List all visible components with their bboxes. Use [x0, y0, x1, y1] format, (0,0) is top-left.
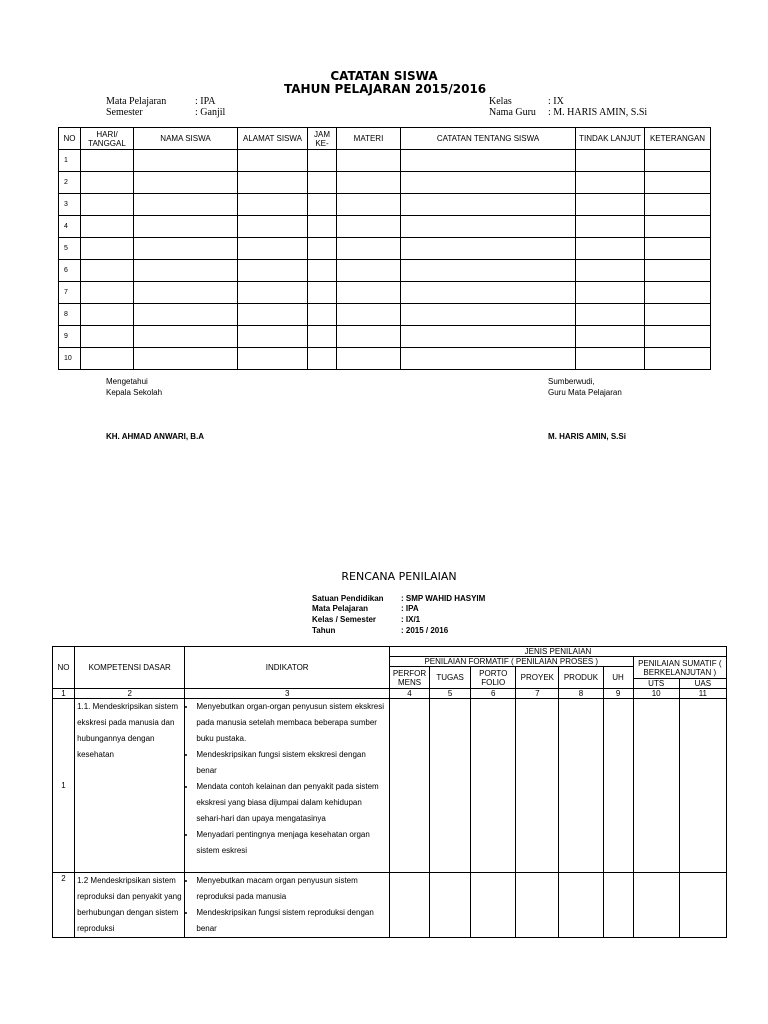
row-number: 3	[59, 194, 81, 216]
table-row	[59, 304, 711, 326]
empty-cell	[81, 216, 134, 238]
table-row	[59, 260, 711, 282]
empty-cell	[389, 699, 429, 873]
empty-cell	[401, 304, 576, 326]
header-no: NO	[59, 128, 81, 150]
empty-cell	[238, 150, 308, 172]
rencana-tahun-value: : 2015 / 2016	[401, 626, 449, 635]
empty-cell	[337, 348, 401, 370]
empty-cell	[337, 194, 401, 216]
empty-cell	[308, 282, 337, 304]
header-alamat-siswa: ALAMAT SISWA	[238, 128, 308, 150]
table-row	[53, 873, 727, 938]
table-row	[59, 238, 711, 260]
row-number: 7	[59, 282, 81, 304]
empty-cell	[308, 216, 337, 238]
empty-cell	[679, 873, 726, 938]
empty-cell	[308, 150, 337, 172]
empty-cell	[471, 873, 516, 938]
row-no: 2	[53, 873, 75, 938]
indikator-item: • Mendeskripsikan fungsi sistem reproduksi dengan benar	[196, 905, 387, 937]
empty-cell	[576, 172, 645, 194]
empty-cell	[645, 172, 711, 194]
header-uh: UH	[603, 667, 633, 689]
header-indikator: INDIKATOR	[185, 647, 390, 689]
empty-cell	[308, 260, 337, 282]
empty-cell	[401, 260, 576, 282]
col-number: 8	[559, 689, 603, 699]
empty-cell	[576, 260, 645, 282]
table-row	[59, 326, 711, 348]
header-uas: UAS	[679, 679, 726, 689]
header-tugas: TUGAS	[430, 667, 471, 689]
col-number: 1	[53, 689, 75, 699]
empty-cell	[337, 216, 401, 238]
empty-cell	[81, 238, 134, 260]
empty-cell	[576, 304, 645, 326]
rencana-mapel-value: : IPA	[401, 604, 419, 613]
col-number: 5	[430, 689, 471, 699]
empty-cell	[337, 260, 401, 282]
empty-cell	[308, 304, 337, 326]
indikator-item: • Mendata contoh kelainan dan penyakit pada sistem ekskresi yang biasa dijumpai dalam kehidupan sehari-hari dan upaya mengatasinya	[196, 779, 387, 827]
table-row	[53, 699, 727, 873]
header-performens: PERFOR MENS	[389, 667, 429, 689]
row-number: 5	[59, 238, 81, 260]
header-row-1	[53, 647, 727, 657]
empty-cell	[516, 699, 559, 873]
table-row	[59, 150, 711, 172]
empty-cell	[81, 348, 134, 370]
satuan-label: Satuan Pendidikan	[312, 594, 384, 603]
indikator-list	[187, 699, 387, 859]
row-number: 2	[59, 172, 81, 194]
empty-cell	[401, 150, 576, 172]
semester-value: : Ganjil	[195, 107, 226, 118]
empty-cell	[337, 172, 401, 194]
empty-cell	[134, 326, 238, 348]
empty-cell	[576, 282, 645, 304]
kelas-value: : IX	[548, 96, 564, 107]
place-label: Sumberwudi,	[548, 377, 595, 386]
empty-cell	[81, 304, 134, 326]
empty-cell	[603, 873, 633, 938]
empty-cell	[81, 172, 134, 194]
empty-cell	[603, 699, 633, 873]
empty-cell	[81, 194, 134, 216]
empty-cell	[337, 282, 401, 304]
empty-cell	[134, 348, 238, 370]
empty-cell	[576, 326, 645, 348]
indikator-item: • Menyebutkan macam organ penyusun sistem reproduksi pada manusia	[196, 873, 387, 905]
indikator-cell	[185, 699, 390, 873]
kepala-sekolah-label: Kepala Sekolah	[106, 388, 163, 397]
table-row	[59, 216, 711, 238]
header-jam-ke: JAM KE-	[308, 128, 337, 150]
header-keterangan: KETERANGAN	[645, 128, 711, 150]
empty-cell	[337, 150, 401, 172]
empty-cell	[645, 348, 711, 370]
kepala-sekolah-name: KH. AHMAD ANWARI, B.A	[106, 432, 205, 441]
col-number: 2	[75, 689, 185, 699]
indikator-cell	[185, 873, 390, 938]
empty-cell	[81, 282, 134, 304]
table-row	[59, 172, 711, 194]
empty-cell	[134, 304, 238, 326]
empty-cell	[238, 304, 308, 326]
empty-cell	[134, 172, 238, 194]
empty-cell	[134, 216, 238, 238]
col-number: 3	[185, 689, 390, 699]
empty-cell	[559, 873, 603, 938]
row-number: 10	[59, 348, 81, 370]
catatan-header-row	[59, 128, 711, 150]
indikator-item: • Mendeskripsikan fungsi sistem ekskresi dengan benar	[196, 747, 387, 779]
empty-cell	[134, 150, 238, 172]
empty-cell	[633, 699, 679, 873]
kompetensi-dasar: 1.2 Mendeskripsikan sistem reproduksi dan penyakit yang berhubungan dengan sistem reproduksi	[75, 873, 185, 938]
header-uts: UTS	[633, 679, 679, 689]
rencana-kelas-value: : IX/1	[401, 615, 421, 624]
header-no: NO	[53, 647, 75, 689]
header-sumatif: PENILAIAN SUMATIF ( BERKELANJUTAN )	[633, 657, 726, 679]
empty-cell	[401, 216, 576, 238]
row-number: 9	[59, 326, 81, 348]
empty-cell	[337, 326, 401, 348]
catatan-table	[58, 127, 711, 370]
empty-cell	[633, 873, 679, 938]
empty-cell	[645, 326, 711, 348]
empty-cell	[308, 326, 337, 348]
empty-cell	[576, 194, 645, 216]
row-number: 6	[59, 260, 81, 282]
indikator-item: • Menyebutkan organ-organ penyusun sistem ekskresi pada manusia setelah membaca beberapa sumber buku pustaka.	[196, 699, 387, 747]
empty-cell	[308, 348, 337, 370]
guru-name: M. HARIS AMIN, S.Si	[548, 432, 626, 441]
header-jenis-penilaian: JENIS PENILAIAN	[389, 647, 726, 657]
empty-cell	[430, 873, 471, 938]
empty-cell	[134, 194, 238, 216]
header-nama-siswa: NAMA SISWA	[134, 128, 238, 150]
empty-cell	[81, 150, 134, 172]
empty-cell	[645, 216, 711, 238]
col-number: 7	[516, 689, 559, 699]
empty-cell	[134, 282, 238, 304]
empty-cell	[134, 238, 238, 260]
empty-cell	[238, 348, 308, 370]
empty-cell	[471, 699, 516, 873]
row-no: 1	[53, 699, 75, 873]
header-materi: MATERI	[337, 128, 401, 150]
empty-cell	[308, 172, 337, 194]
header-portofolio: PORTO FOLIO	[471, 667, 516, 689]
empty-cell	[645, 304, 711, 326]
col-number: 4	[389, 689, 429, 699]
header-proyek: PROYEK	[516, 667, 559, 689]
empty-cell	[401, 326, 576, 348]
empty-cell	[401, 282, 576, 304]
rencana-table	[52, 646, 727, 938]
empty-cell	[238, 238, 308, 260]
guru-value: : M. HARIS AMIN, S.Si	[548, 107, 648, 118]
empty-cell	[308, 238, 337, 260]
empty-cell	[401, 172, 576, 194]
empty-cell	[401, 194, 576, 216]
empty-cell	[645, 150, 711, 172]
empty-cell	[81, 260, 134, 282]
empty-cell	[576, 216, 645, 238]
empty-cell	[576, 348, 645, 370]
col-number: 9	[603, 689, 633, 699]
empty-cell	[401, 238, 576, 260]
empty-cell	[238, 194, 308, 216]
indikator-item: • Menyadari pentingnya menjaga kesehatan organ sistem eskresi	[196, 827, 387, 859]
empty-cell	[401, 348, 576, 370]
header-formatif: PENILAIAN FORMATIF ( PENILAIAN PROSES )	[389, 657, 633, 667]
guru-label: Nama Guru	[489, 107, 536, 118]
empty-cell	[576, 150, 645, 172]
empty-cell	[576, 238, 645, 260]
empty-cell	[308, 194, 337, 216]
header-catatan: CATATAN TENTANG SISWA	[401, 128, 576, 150]
empty-cell	[238, 326, 308, 348]
row-number: 4	[59, 216, 81, 238]
empty-cell	[516, 873, 559, 938]
document-subtitle: TAHUN PELAJARAN 2015/2016	[284, 82, 487, 96]
mengetahui-label: Mengetahui	[106, 377, 148, 386]
document-title: CATATAN SISWA	[330, 69, 438, 83]
empty-cell	[645, 194, 711, 216]
mapel-value: : IPA	[195, 96, 216, 107]
empty-cell	[645, 260, 711, 282]
empty-cell	[389, 873, 429, 938]
empty-cell	[679, 699, 726, 873]
rencana-kelas-label: Kelas / Semester	[312, 615, 377, 624]
empty-cell	[645, 238, 711, 260]
empty-cell	[238, 282, 308, 304]
empty-cell	[238, 172, 308, 194]
kompetensi-dasar: 1.1. Mendeskripsikan sistem ekskresi pada manusia dan hubungannya dengan kesehatan	[75, 699, 185, 873]
empty-cell	[337, 304, 401, 326]
empty-cell	[81, 326, 134, 348]
table-row	[59, 282, 711, 304]
empty-cell	[430, 699, 471, 873]
table-row	[59, 194, 711, 216]
satuan-value: : SMP WAHID HASYIM	[401, 594, 486, 603]
guru-mapel-label: Guru Mata Pelajaran	[548, 388, 622, 397]
kelas-label: Kelas	[489, 96, 512, 107]
empty-cell	[238, 260, 308, 282]
col-number: 6	[471, 689, 516, 699]
table-row	[59, 348, 711, 370]
header-produk: PRODUK	[559, 667, 603, 689]
rencana-title: RENCANA PENILAIAN	[341, 570, 457, 583]
row-number: 1	[59, 150, 81, 172]
col-number: 11	[679, 689, 726, 699]
empty-cell	[134, 260, 238, 282]
indikator-list	[187, 873, 387, 937]
empty-cell	[238, 216, 308, 238]
header-kompetensi-dasar: KOMPETENSI DASAR	[75, 647, 185, 689]
rencana-tahun-label: Tahun	[312, 626, 336, 635]
row-number: 8	[59, 304, 81, 326]
column-number-row	[53, 689, 727, 699]
header-hari-tanggal: HARI/ TANGGAL	[81, 128, 134, 150]
empty-cell	[337, 238, 401, 260]
col-number: 10	[633, 689, 679, 699]
empty-cell	[645, 282, 711, 304]
empty-cell	[559, 699, 603, 873]
header-tindak-lanjut: TINDAK LANJUT	[576, 128, 645, 150]
rencana-mapel-label: Mata Pelajaran	[312, 604, 369, 613]
mapel-label: Mata Pelajaran	[106, 96, 167, 107]
semester-label: Semester	[106, 107, 143, 118]
